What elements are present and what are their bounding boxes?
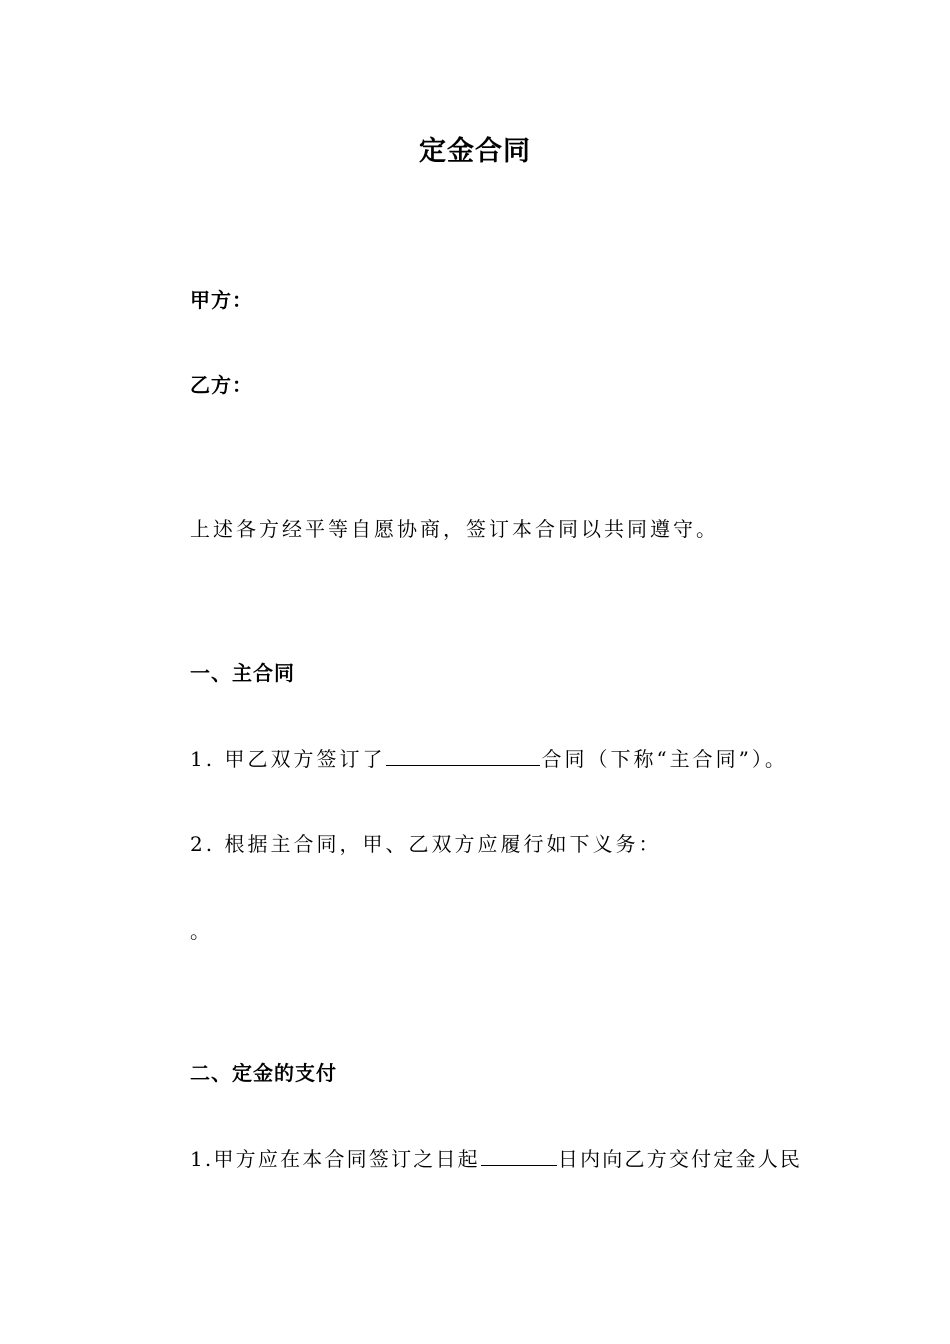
section-1-item-2: 2. 根据主合同，甲、乙双方应履行如下义务： [190, 832, 662, 856]
section-2-heading: 二、定金的支付 [190, 1061, 337, 1085]
section-1-item-1-prefix: 1. 甲乙双方签订了 [190, 747, 386, 771]
section-2-item-1 [190, 1144, 802, 1174]
section-2-item-1-prefix: 1.甲方应在本合同签订之日起 [190, 1147, 480, 1171]
party-a-label: 甲方： [190, 288, 253, 312]
section-2-item-1-suffix: 日内向乙方交付定金人民 [557, 1147, 803, 1171]
days-blank[interactable] [481, 1145, 557, 1166]
section-1-item-1 [190, 744, 788, 774]
section-1-item-1-suffix: 合同（下称“主合同”）。 [541, 747, 788, 771]
party-b-label: 乙方： [190, 373, 253, 397]
section-1-item-2-end: 。 [190, 919, 213, 943]
preamble-text: 上述各方经平等自愿协商，签订本合同以共同遵守。 [190, 517, 719, 541]
section-1-heading: 一、主合同 [190, 661, 295, 685]
document-title: 定金合同 [419, 136, 531, 167]
contract-name-blank[interactable] [386, 745, 540, 766]
